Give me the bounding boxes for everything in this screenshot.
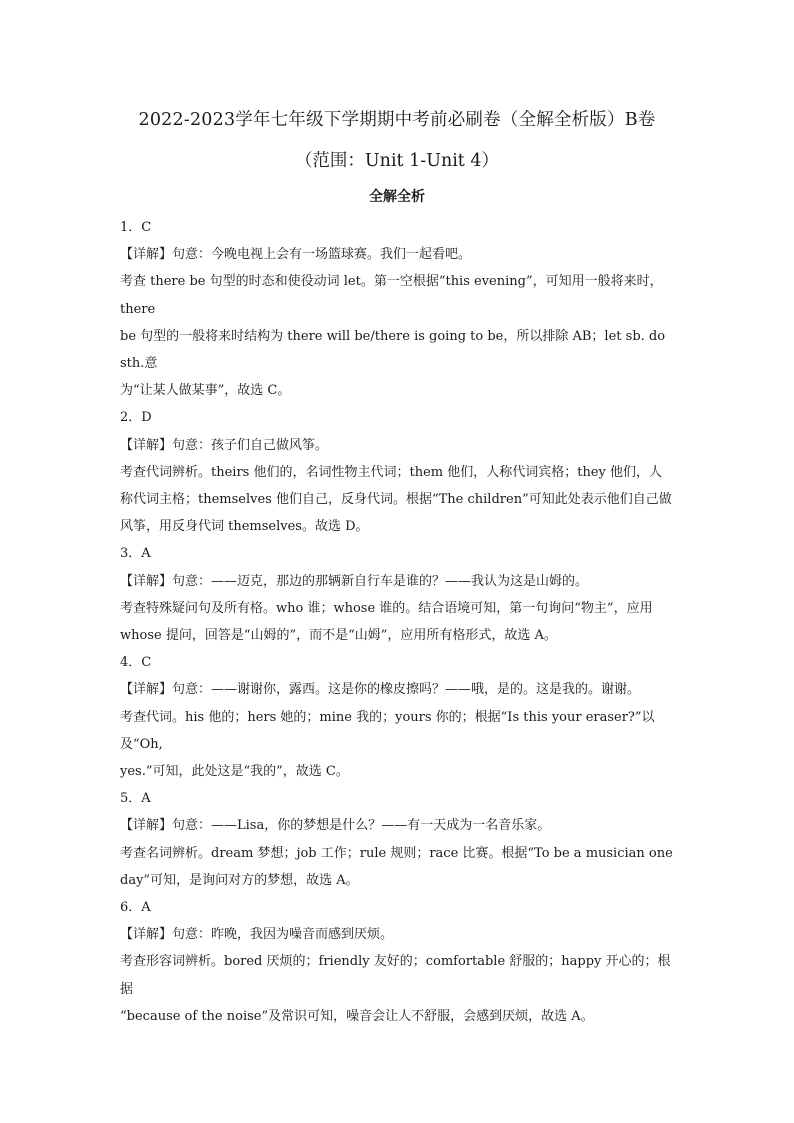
text-line: 考查代词。his 他的；hers 她的；mine 我的；yours 你的；根据“Is this your eraser?”以及“Oh, <box>120 709 655 752</box>
text-line: 6．A <box>120 900 151 916</box>
text-line: 【详解】句意：孩子们自己做风筝。 <box>120 437 329 453</box>
text-line: 为“让某人做某事”，故选 C。 <box>120 383 291 399</box>
text-line: 考查形容词辨析。bored 厌烦的；friendly 友好的；comfortable 舒服的；happy 开心的；根据 <box>120 954 671 997</box>
answer-body <box>120 214 676 1030</box>
text-line: 4．C <box>120 655 152 671</box>
text-line: 【详解】句意：今晚电视上会有一场篮球赛。我们一起看吧。 <box>120 247 472 263</box>
document-subtitle: （范围：Unit 1-Unit 4） <box>294 151 500 171</box>
text-line: 考查 there be 句型的时态和使役动词 let。第一空根据“this evening”，可知用一般将来时，there <box>120 274 663 317</box>
text-line: be 句型的一般将来时结构为 there will be/there is going to be，所以排除 AB；let sb. do sth.意 <box>120 328 666 372</box>
text-line: day”可知，是询问对方的梦想，故选 A。 <box>120 872 359 888</box>
text-line: 【详解】句意：昨晚，我因为噪音而感到厌烦。 <box>120 927 394 943</box>
document-title: 2022-2023学年七年级下学期期中考前必刷卷（全解全析版）B卷 <box>138 110 656 130</box>
text-line: 【详解】句意：——迈克，那边的那辆新自行车是谁的？——我认为这是山姆的。 <box>120 573 589 589</box>
text-line: “because of the noise”及常识可知，噪音会让人不舒服，会感到厌烦，故选 A。 <box>120 1008 594 1024</box>
text-line: 2．D <box>120 410 152 426</box>
text-line: 风筝，用反身代词 themselves。故选 D。 <box>120 519 369 535</box>
text-line: 考查名词辨析。dream 梦想；job 工作；rule 规则；race 比赛。根据“To be a musician one <box>120 845 673 861</box>
text-line: whose 提问，回答是“山姆的”，而不是“山姆”，应用所有格形式，故选 A。 <box>120 628 557 644</box>
text-line: 1．C <box>120 220 152 235</box>
text-line: 考查特殊疑问句及所有格。who 谁；whose 谁的。结合语境可知，第一句询问“物主”，应用 <box>120 600 653 616</box>
text-line: 考查代词辨析。theirs 他们的，名词性物主代词；them 他们，人称代词宾格；they 他们，人 <box>120 464 662 480</box>
text-line: 【详解】句意：——谢谢你，露西。这是你的橡皮擦吗？——哦，是的。这是我的。谢谢。 <box>120 682 641 698</box>
text-line: 【详解】句意：——Lisa，你的梦想是什么？——有一天成为一名音乐家。 <box>120 818 551 834</box>
section-heading: 全解全析 <box>369 189 425 205</box>
text-line: 称代词主格；themselves 他们自己，反身代词。根据“The children”可知此处表示他们自己做 <box>120 492 672 508</box>
text-line: 3．A <box>120 546 151 562</box>
text-line: 5．A <box>120 791 151 807</box>
text-line: yes.”可知，此处这是“我的”，故选 C。 <box>120 764 349 780</box>
